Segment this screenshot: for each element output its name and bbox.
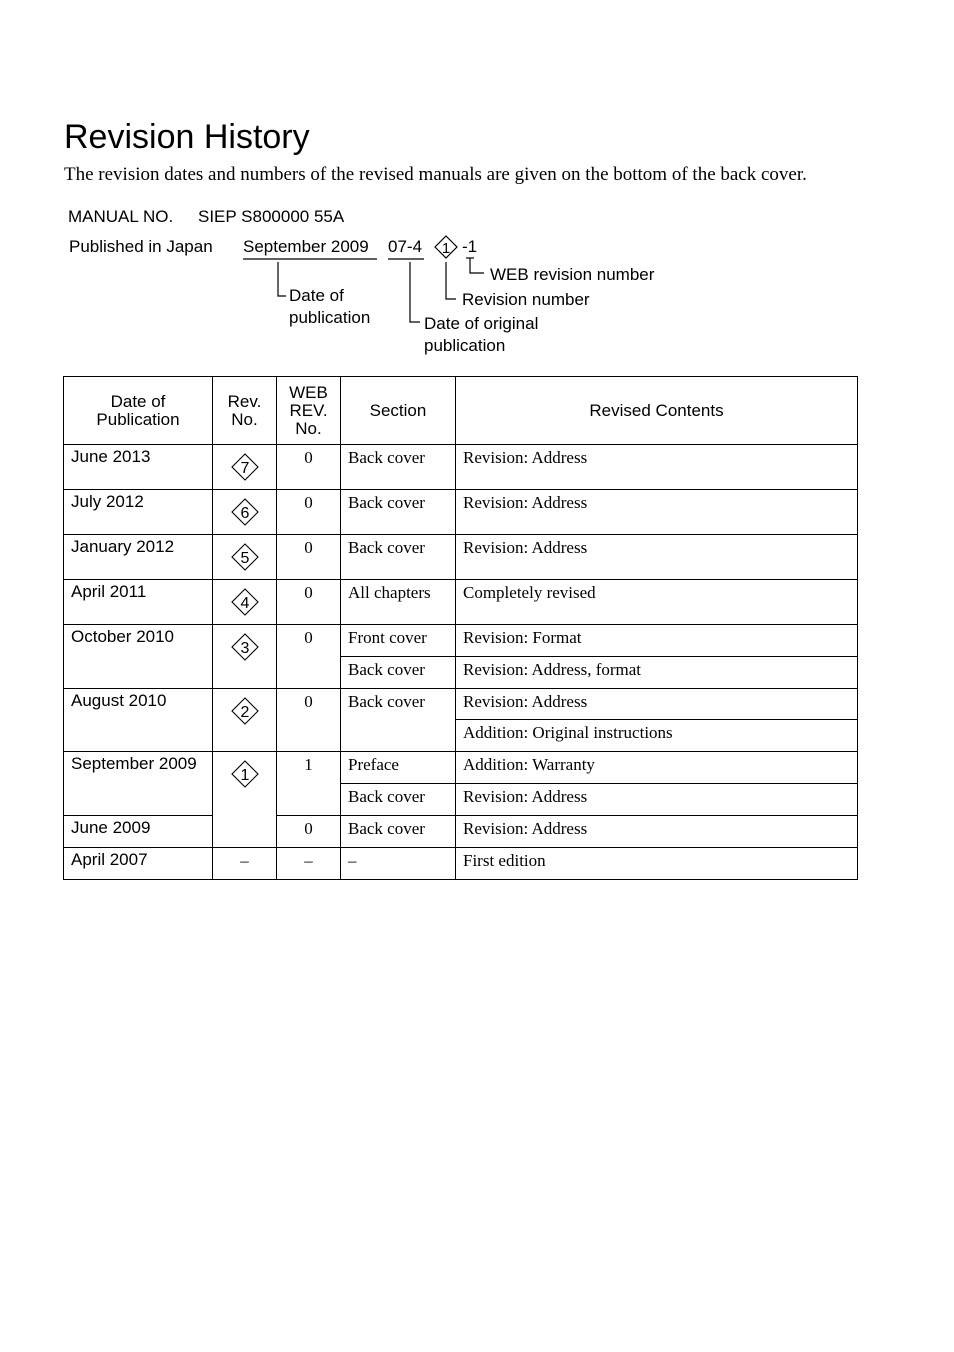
header-contents: Revised Contents [456, 377, 858, 445]
cell-rev [213, 689, 277, 752]
cell-web-rev: 1 [277, 752, 341, 816]
cell-section: Front cover [341, 625, 456, 657]
cell-contents: Addition: Warranty [456, 752, 858, 784]
cell-contents: Revision: Address [456, 490, 858, 535]
revision-diamond-icon [231, 633, 259, 661]
revision-diamond-icon [435, 236, 457, 258]
table-row [64, 535, 858, 580]
svg-text:4: 4 [240, 595, 249, 612]
cell-contents: Revision: Address [456, 689, 858, 720]
cell-date: April 2011 [64, 580, 213, 625]
note-date-of-original-publication: Date of original publication [424, 314, 539, 355]
manual-no-label: MANUAL NO. [68, 207, 174, 226]
cell-section: Back cover [341, 689, 456, 752]
leader-date [278, 262, 286, 296]
cell-contents: Addition: Original instructions [456, 720, 858, 752]
cell-contents: Revision: Address [456, 535, 858, 580]
cell-web-rev: 0 [277, 625, 341, 689]
cell-date: August 2010 [64, 689, 213, 752]
cell-web-rev: 0 [277, 535, 341, 580]
table-row [64, 848, 858, 880]
cell-section: Back cover [341, 490, 456, 535]
cell-rev [213, 752, 277, 848]
header-section: Section [341, 377, 456, 445]
manual-no-value: SIEP S800000 55A [198, 207, 345, 226]
cell-contents: Revision: Address, format [456, 657, 858, 689]
revision-table [63, 376, 858, 880]
note-date-of-publication: Date of publication [289, 286, 371, 327]
header-date: Date of Publication [64, 377, 213, 445]
note-revision-number: Revision number [462, 290, 590, 309]
cell-section: All chapters [341, 580, 456, 625]
cell-rev: – [213, 848, 277, 880]
leader-web [470, 258, 484, 273]
revision-diamond-icon [231, 697, 259, 725]
cell-date: April 2007 [64, 848, 213, 880]
revision-diamond-icon [231, 588, 259, 616]
note-web-revision-number: WEB revision number [490, 265, 655, 284]
cell-date: September 2009 [64, 752, 213, 816]
cell-rev [213, 580, 277, 625]
table-row [64, 580, 858, 625]
header-web-rev: WEB REV. No. [277, 377, 341, 445]
page-title: Revision History [64, 118, 310, 156]
leader-revision [446, 262, 456, 299]
cell-rev [213, 535, 277, 580]
table-row [64, 689, 858, 720]
table-row [64, 490, 858, 535]
cell-section: Back cover [341, 445, 456, 490]
cell-date: June 2013 [64, 445, 213, 490]
web-revision-suffix: -1 [462, 237, 478, 256]
cell-section: Preface [341, 752, 456, 784]
cell-contents: Revision: Format [456, 625, 858, 657]
revision-diamond-icon [231, 453, 259, 481]
leader-original [410, 262, 420, 322]
cell-contents: Revision: Address [456, 784, 858, 816]
cell-section: Back cover [341, 816, 456, 848]
cell-rev [213, 490, 277, 535]
cell-contents: Revision: Address [456, 816, 858, 848]
table-header-row [64, 377, 858, 445]
svg-text:2: 2 [240, 704, 249, 721]
table-row [64, 625, 858, 657]
original-publication-code: 07-4 [388, 237, 423, 256]
cell-web-rev: – [277, 848, 341, 880]
cell-section: Back cover [341, 784, 456, 816]
svg-text:5: 5 [240, 550, 249, 567]
svg-text:3: 3 [240, 640, 249, 657]
cell-section: Back cover [341, 535, 456, 580]
revision-diamond-icon [231, 498, 259, 526]
published-label: Published in Japan [69, 237, 213, 256]
cell-web-rev: 0 [277, 689, 341, 752]
header-rev: Rev. No. [213, 377, 277, 445]
revision-diamond-icon [231, 543, 259, 571]
cell-web-rev: 0 [277, 445, 341, 490]
cell-web-rev: 0 [277, 490, 341, 535]
cell-web-rev: 0 [277, 580, 341, 625]
cell-date: October 2010 [64, 625, 213, 689]
svg-text:1: 1 [441, 240, 451, 257]
cell-section: Back cover [341, 657, 456, 689]
cell-section: – [341, 848, 456, 880]
revision-diamond-icon [231, 760, 259, 788]
table-row [64, 752, 858, 784]
cell-web-rev: 0 [277, 816, 341, 848]
cell-rev [213, 625, 277, 689]
intro-text: The revision dates and numbers of the revised manuals are given on the bottom of the back cover. [64, 164, 807, 185]
svg-text:6: 6 [240, 505, 249, 522]
cell-contents: First edition [456, 848, 858, 880]
cell-date: January 2012 [64, 535, 213, 580]
table-row [64, 816, 858, 848]
cell-date: July 2012 [64, 490, 213, 535]
cell-rev [213, 445, 277, 490]
cell-contents: Completely revised [456, 580, 858, 625]
publication-date: September 2009 [243, 237, 369, 256]
svg-text:1: 1 [240, 767, 249, 784]
table-row [64, 445, 858, 490]
cell-date: June 2009 [64, 816, 213, 848]
cell-contents: Revision: Address [456, 445, 858, 490]
svg-text:7: 7 [240, 460, 249, 477]
